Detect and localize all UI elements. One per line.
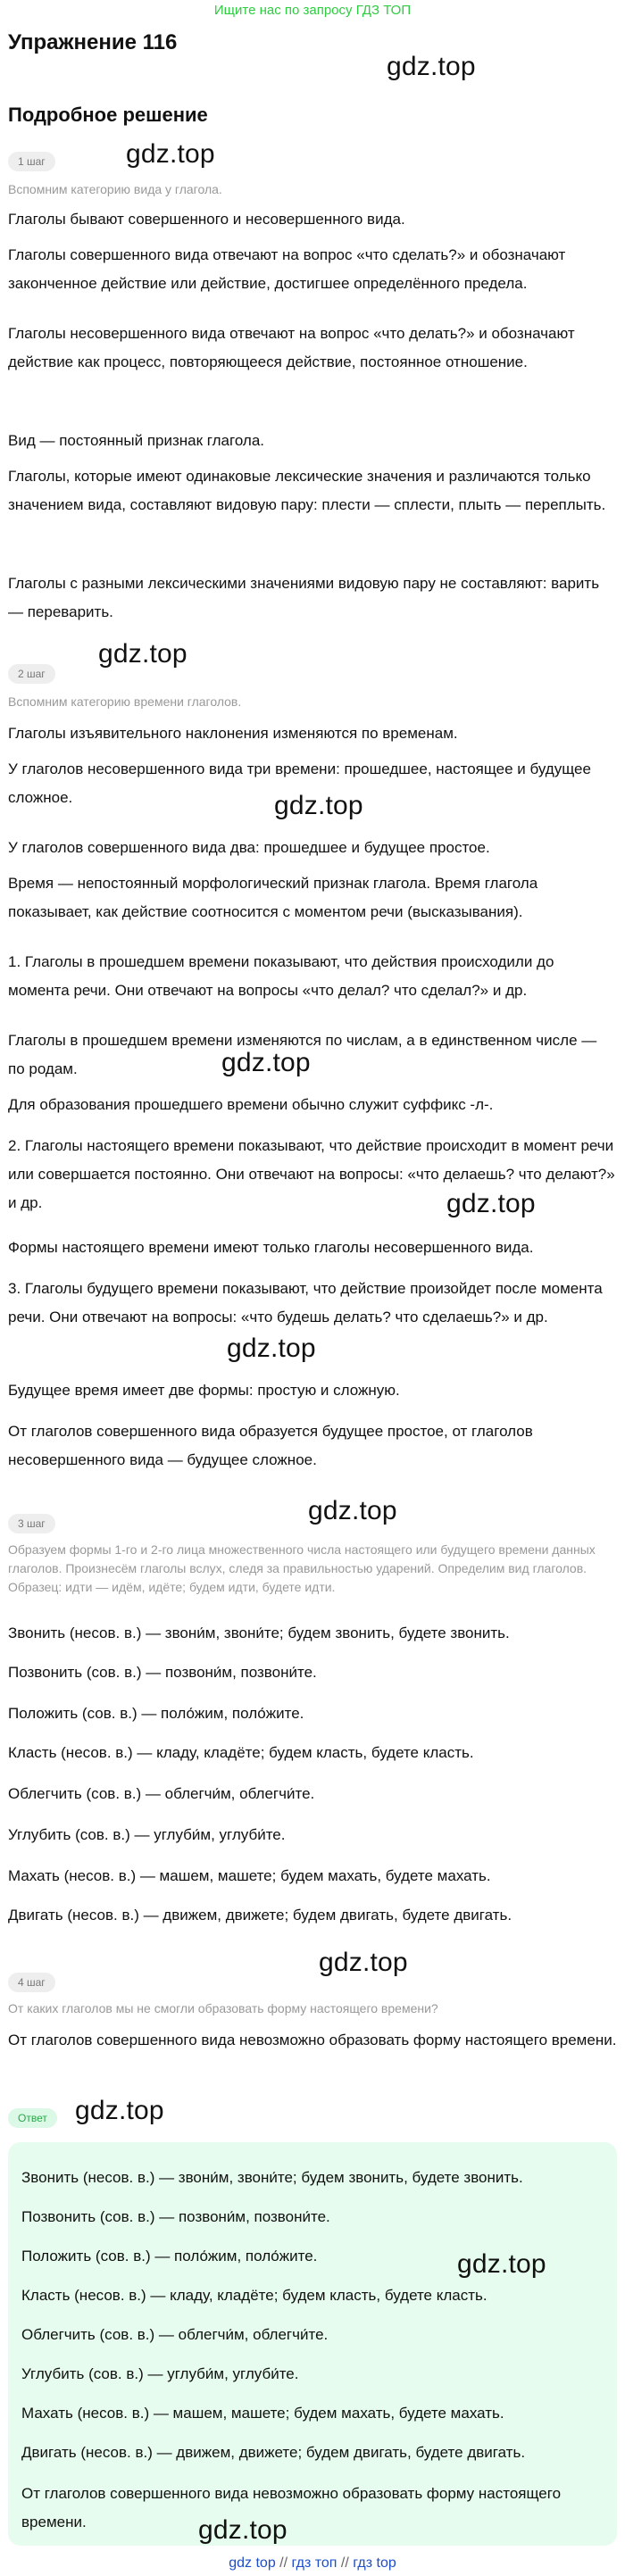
- step-2-text: Для образования прошедшего времени обычно служит суффикс -л-.: [8, 1096, 494, 1113]
- step-1-badge: 1 шаг: [8, 152, 55, 171]
- step-4-badge: 4 шаг: [8, 1973, 55, 1992]
- search-banner: Ищите нас по запросу ГДЗ ТОП: [213, 3, 412, 18]
- step-2-text: 1. Глаголы в прошедшем времени показывают, что действия происходили до момента речи. Они отвечают на вопросы «что делал? что сделал?» и др.: [8, 953, 554, 999]
- step-1-text: Глаголы, которые имеют одинаковые лексические значения и различаются только значением вида, составляют видовую пару: плести — сплести, плыть — переплыть.: [8, 468, 606, 513]
- step-2-text: Время — непостоянный морфологический признак глагола. Время глагола показывает, как действие соотносится с моментом речи (высказывания).: [8, 875, 538, 920]
- watermark: gdz.top: [308, 1496, 397, 1525]
- answer-badge: Ответ: [8, 2108, 57, 2128]
- watermark: gdz.top: [446, 1189, 536, 1218]
- step-2-text: От глаголов совершенного вида образуется будущее простое, от глаголов несовершенного вида — будущее сложное.: [8, 1423, 533, 1468]
- step-1-text: Глаголы с разными лексическими значениями видовую пару не составляют: варить — переварить.: [8, 575, 600, 620]
- answer-text: Звонить (несов. в.) — звони́м, звони́те; будем звонить, будете звонить.: [21, 2169, 523, 2186]
- step-1-hint: Вспомним категорию вида у глагола.: [8, 182, 222, 196]
- step-3-text: Облегчить (сов. в.) — облегчи́м, облегчи́те.: [8, 1785, 315, 1802]
- step-2-text: Глаголы изъявительного наклонения изменяются по временам.: [8, 725, 458, 742]
- answer-text: Махать (несов. в.) — машем, машете; будем махать, будете махать.: [21, 2405, 504, 2422]
- answer-text: Углубить (сов. в.) — углуби́м, углуби́те.: [21, 2365, 299, 2382]
- step-2-text: 3. Глаголы будущего времени показывают, что действие произойдет после момента речи. Они отвечают на вопросы: «что будешь делать? что сделаешь?» и др.: [8, 1280, 603, 1325]
- footer-links: [0, 2553, 625, 2574]
- footer-link-gdz-top-ru[interactable]: гдз топ: [291, 2555, 338, 2571]
- footer-separator: //: [340, 2555, 349, 2571]
- step-3-text: Класть (несов. в.) — кладу, кладёте; будем класть, будете класть.: [8, 1744, 474, 1761]
- step-2-text: У глаголов несовершенного вида три времени: прошедшее, настоящее и будущее сложное.: [8, 760, 591, 806]
- step-3-hint: Образуем формы 1-го и 2-го лица множественного числа настоящего или будущего времени данных глаголов. Произнесём глаголы вслух, следя за правильностью ударений. Определим вид глаголов. Образец: идти — идём, идёте; будем идти, будете идти.: [8, 1542, 596, 1594]
- step-3-text: Позвонить (сов. в.) — позвони́м, позвони́те.: [8, 1664, 317, 1681]
- watermark: gdz.top: [98, 639, 188, 669]
- step-1-text: Глаголы бывают совершенного и несовершенного вида.: [8, 211, 405, 228]
- step-2-badge: 2 шаг: [8, 664, 55, 684]
- footer-link-gdz-top-mixed[interactable]: гдз top: [353, 2555, 396, 2571]
- step-3-text: Звонить (несов. в.) — звони́м, звони́те; будем звонить, будете звонить.: [8, 1625, 510, 1641]
- step-4-text: От глаголов совершенного вида невозможно образовать форму настоящего времени.: [8, 2032, 617, 2048]
- watermark: gdz.top: [198, 2515, 288, 2545]
- step-3-text: Двигать (несов. в.) — движем, движете; будем двигать, будете двигать.: [8, 1907, 512, 1924]
- watermark: gdz.top: [75, 2096, 164, 2125]
- section-title: Подробное решение: [8, 104, 208, 126]
- step-2-text: 2. Глаголы настоящего времени показывают, что действие происходит в момент речи или совершается постоянно. Они отвечают на вопросы: «что делаешь? что делают?» и др.: [8, 1137, 615, 1211]
- step-1-text: Глаголы совершенного вида отвечают на вопрос «что сделать?» и обозначают законченное действие или действие, достигшее определённого предела.: [8, 246, 566, 292]
- answer-text: Позвонить (сов. в.) — позвони́м, позвони́те.: [21, 2208, 330, 2225]
- page-title: Упражнение 116: [8, 30, 178, 54]
- answer-text: Облегчить (сов. в.) — облегчи́м, облегчи́те.: [21, 2326, 329, 2343]
- watermark: gdz.top: [227, 1334, 316, 1363]
- step-3-text: Углубить (сов. в.) — углуби́м, углуби́те.: [8, 1826, 286, 1843]
- step-2-text: У глаголов совершенного вида два: прошедшее и будущее простое.: [8, 839, 490, 856]
- step-2-text: Будущее время имеет две формы: простую и сложную.: [8, 1382, 400, 1399]
- watermark: gdz.top: [126, 139, 215, 169]
- step-3-badge: 3 шаг: [8, 1514, 55, 1533]
- answer-text: Двигать (несов. в.) — движем, движете; будем двигать, будете двигать.: [21, 2444, 526, 2461]
- step-3-text: Положить (сов. в.) — поло́жим, поло́жите.: [8, 1705, 304, 1722]
- step-1-text: Глаголы несовершенного вида отвечают на вопрос «что делать?» и обозначают действие как процесс, повторяющееся действие, постоянное отношение.: [8, 325, 575, 370]
- watermark: gdz.top: [221, 1048, 311, 1077]
- watermark: gdz.top: [274, 791, 363, 820]
- step-2-hint: Вспомним категорию времени глаголов.: [8, 694, 242, 709]
- step-1-text: Вид — постоянный признак глагола.: [8, 432, 264, 449]
- watermark: gdz.top: [457, 2249, 546, 2279]
- watermark: gdz.top: [319, 1948, 408, 1977]
- answer-text: Положить (сов. в.) — поло́жим, поло́жите.: [21, 2248, 318, 2264]
- answer-text: Класть (несов. в.) — кладу, кладёте; будем класть, будете класть.: [21, 2287, 488, 2304]
- step-2-text: Глаголы в прошедшем времени изменяются по числам, а в единственном числе — по родам.: [8, 1032, 597, 1077]
- answer-text: От глаголов совершенного вида невозможно образовать форму настоящего времени.: [21, 2485, 562, 2530]
- footer-separator: //: [279, 2555, 288, 2571]
- step-2-text: Формы настоящего времени имеют только глаголы несовершенного вида.: [8, 1239, 534, 1256]
- step-3-text: Махать (несов. в.) — машем, машете; будем махать, будете махать.: [8, 1867, 491, 1884]
- watermark: gdz.top: [387, 52, 476, 81]
- step-4-hint: От каких глаголов мы не смогли образовать форму настоящего времени?: [8, 2001, 438, 2015]
- footer-link-gdz-top[interactable]: gdz top: [229, 2555, 276, 2571]
